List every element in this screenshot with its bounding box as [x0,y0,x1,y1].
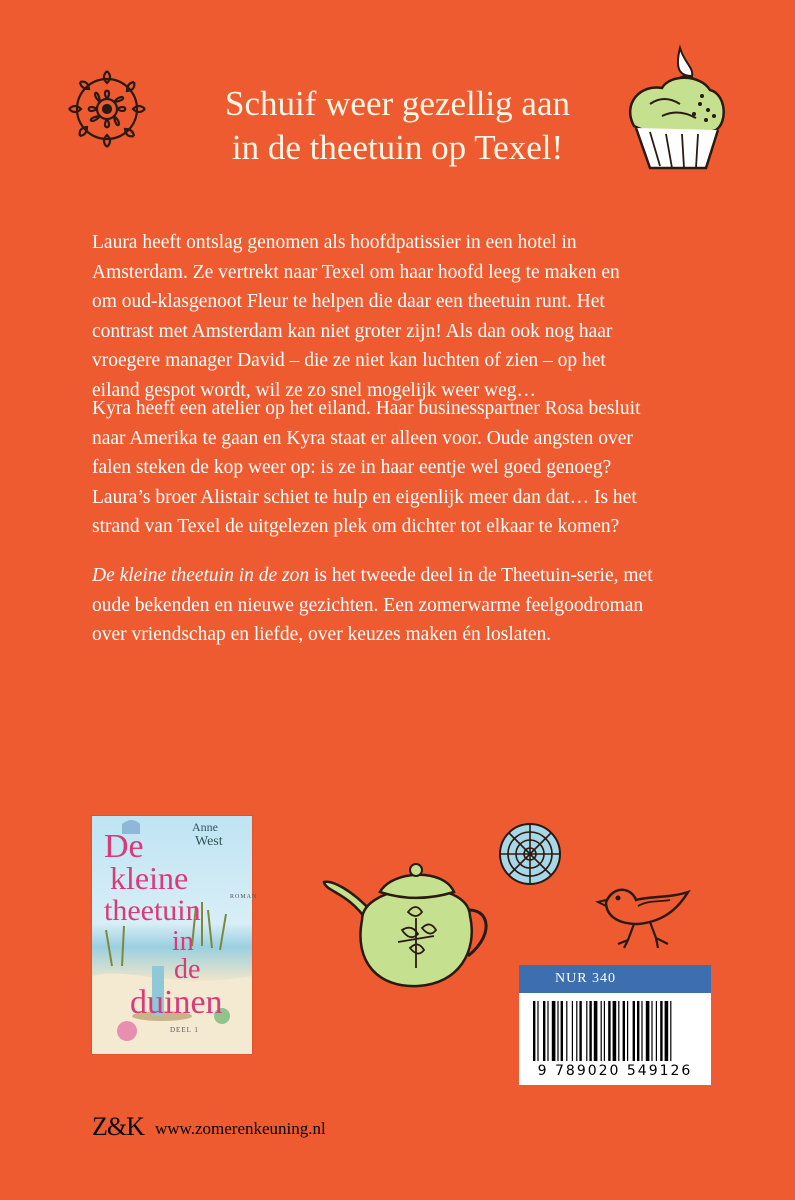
barcode-bar [594,1001,598,1061]
barcode-bar [618,1001,619,1061]
cover-title-line: de [174,954,201,985]
cover-title-line: duinen [130,984,223,1021]
previous-book-cover [92,816,258,1054]
barcode-bar [608,1001,610,1061]
bird-icon [598,878,694,956]
text-line: vroegere manager David – die ze niet kan luchten of zien – op het [92,350,606,371]
barcode-bar [633,1001,635,1061]
blurb-paragraph-1 [92,228,732,405]
headline-line-1: Schuif weer gezellig aan [225,84,570,123]
barcode-bar [537,1001,538,1061]
barcode-bar [623,1001,625,1061]
barcode-bar [572,1001,573,1061]
cover-series: DEEL 1 [170,1026,199,1034]
barcode-bar [576,1001,577,1061]
cover-author-first-name: Anne [192,820,218,834]
blurb-paragraph-3 [92,561,732,650]
barcode-bar [566,1001,567,1061]
publisher-logo: Z&K [92,1112,144,1141]
barcode-bar [656,1001,657,1061]
cover-title-line: in [172,926,194,957]
barcode-bar [646,1001,650,1061]
barcode-bar [547,1001,548,1061]
blue-flower-icon [494,818,566,890]
barcode-bar [604,1001,605,1061]
barcode-bar [586,1001,587,1061]
text-line: falen steken de kop weer op: is ze in haar eentje wel goed genoeg? [92,457,612,478]
barcode-bar [637,1001,639,1061]
isbn-barcode [519,993,711,1085]
barcode-bar [589,1001,591,1061]
barcode-bar [627,1001,628,1061]
barcode-bar [641,1001,642,1061]
barcode-bar [651,1001,652,1061]
cover-genre: ROMAN [230,894,258,900]
barcode-bar [557,1001,558,1061]
publisher-website-link[interactable]: www.zomerenkeuning.nl [155,1119,326,1138]
barcode-bar [561,1001,563,1061]
barcode-bar [543,1001,545,1061]
cover-title-line: De [104,828,144,865]
barcode-bar [613,1001,617,1061]
text-line: om oud-klasgenoot Fleur te helpen die daar een theetuin runt. Het [92,291,605,312]
barcode-bar [670,1001,671,1061]
isbn-digits: 9 789020 549126 [537,1063,693,1079]
barcode-bar [552,1001,556,1061]
text-line: Kyra heeft een atelier op het eiland. Haar businesspartner Rosa besluit [92,398,641,419]
cover-title-line: theetuin [104,894,201,927]
text-line: over vriendschap en liefde, over keuzes maken én loslaten. [92,624,552,645]
text-line: strand van Texel de uitgelezen plek om dichter tot elkaar te komen? [92,516,620,537]
barcode-bar [601,1001,602,1061]
text-line: Amsterdam. Ze vertrekt naar Texel om haar hoofd leeg te maken en [92,261,620,283]
barcode-bar [665,1001,669,1061]
headline-line-2: in de theetuin op Texel! [231,128,564,167]
barcode-bar [579,1001,581,1061]
teapot-icon [318,852,514,992]
text-line: eiland gespot wordt, wil ze zo snel mogelijk weer weg… [92,379,537,401]
nur-code-label: NUR 340 [519,965,711,993]
barcode-bar [660,1001,662,1061]
text-line: oude bekenden en nieuwe gezichten. Een zomerwarme feelgoodroman [92,594,644,616]
barcode-bars [531,1001,699,1063]
text-line: naar Amerika te gaan en Kyra staat er alleen voor. Oude angsten over [92,427,633,449]
text-line: Laura heeft ontslag genomen als hoofdpatissier in een hotel in [92,232,577,253]
cover-author-last-name: West [195,834,223,849]
text-line [92,561,732,591]
book-title-italic: De kleine theetuin in de zon [92,565,310,586]
text-line: Laura’s broer Alistair schiet te hulp en eigenlijk meer dan dat… Is het [92,486,637,508]
blurb-paragraph-2 [92,394,732,542]
text-line: contrast met Amsterdam kan niet groter zijn! Als dan ook nog haar [92,320,613,342]
barcode-bar [533,1001,535,1061]
cover-title-line: kleine [110,860,189,896]
headline [0,82,795,170]
text-fragment: is het tweede deel in de Theetuin-serie, met [309,565,653,586]
